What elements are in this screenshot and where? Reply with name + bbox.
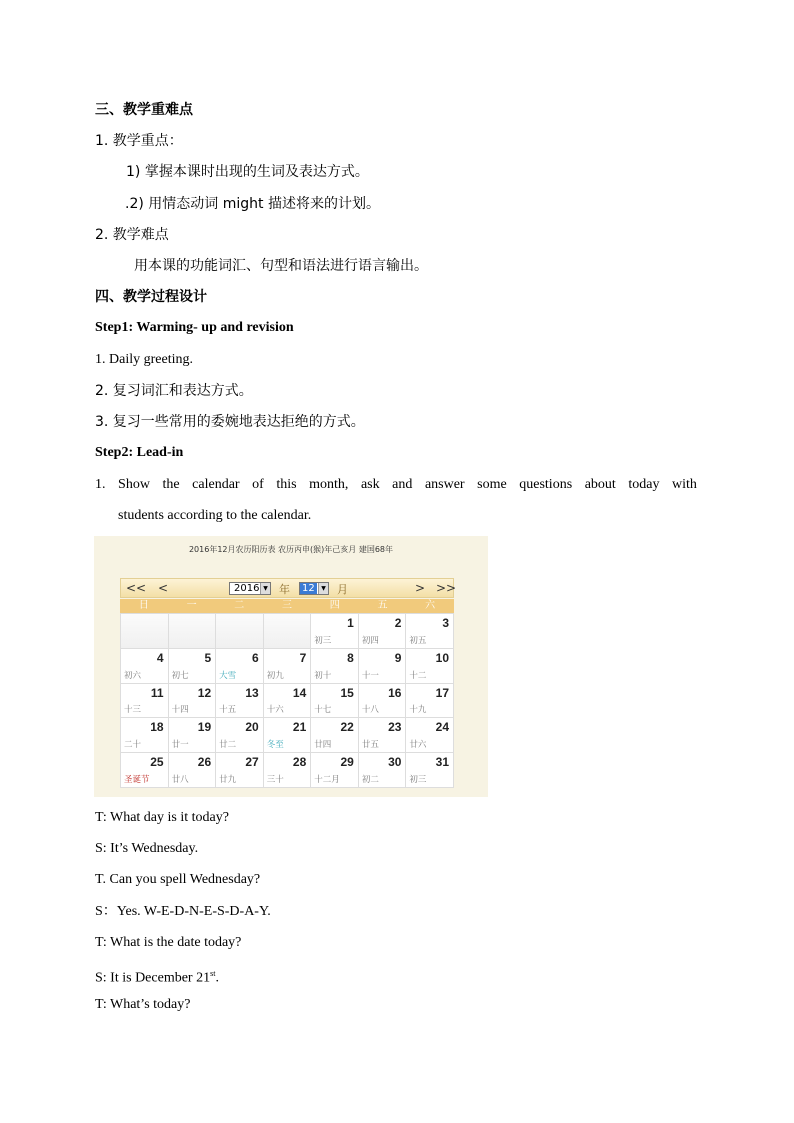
dialogue-line: S: It’s Wednesday. (95, 841, 199, 856)
word: Show (118, 477, 150, 492)
weekday-label: 日 (138, 600, 149, 611)
list-item: 3. 复习一些常用的委婉地表达拒绝的方式。 (95, 414, 365, 430)
day-number: 18 (150, 720, 164, 735)
calendar-day-cell[interactable] (359, 753, 407, 788)
day-number: 31 (435, 755, 449, 770)
lunar-date: 廿六 (409, 740, 427, 751)
dialogue-line (95, 964, 219, 989)
weekday-header (120, 599, 454, 613)
word: ask (360, 477, 380, 492)
dialogue-line: S：Yes. W-E-D-N-E-S-D-A-Y. (95, 904, 271, 919)
weekday-label: 二 (234, 600, 245, 611)
day-number: 15 (340, 685, 354, 700)
calendar-day-cell[interactable] (359, 614, 407, 649)
next-month-button[interactable]: > (415, 581, 426, 595)
day-number: 26 (197, 755, 212, 770)
lunar-date: 十七 (314, 705, 332, 716)
calendar-day-cell[interactable] (169, 684, 217, 719)
lunar-date: 初五 (409, 635, 427, 646)
day-number: 11 (150, 685, 164, 700)
list-item: 1. Daily greeting. (95, 352, 193, 367)
day-number: 17 (435, 685, 449, 700)
day-number: 2 (394, 616, 402, 630)
day-number: 6 (252, 650, 259, 665)
word: about (584, 477, 616, 492)
day-number: 22 (340, 720, 354, 735)
calendar-day-cell[interactable] (216, 649, 264, 684)
lunar-date: 大雪 (219, 670, 237, 681)
day-number: 3 (442, 616, 449, 630)
day-number: 1 (347, 616, 354, 630)
lunar-date: 廿九 (219, 774, 237, 785)
day-number: 10 (435, 650, 449, 665)
calendar-day-cell[interactable] (216, 753, 264, 788)
day-number: 7 (299, 650, 307, 665)
weekday-label: 五 (377, 600, 388, 611)
lunar-date: 廿二 (219, 740, 237, 751)
day-number: 5 (204, 650, 212, 665)
calendar-day-cell[interactable] (216, 718, 264, 753)
lunar-date: 廿一 (171, 740, 189, 751)
word: answer (424, 477, 465, 492)
lunar-date: 初九 (266, 670, 284, 681)
year-value: 2016 (234, 583, 260, 594)
calendar-day-cell[interactable] (264, 649, 312, 684)
day-number: 14 (292, 685, 307, 700)
month-select[interactable] (299, 582, 329, 595)
lunar-date: 廿四 (314, 740, 332, 751)
dialogue-line: T: What day is it today? (95, 810, 229, 825)
day-number: 30 (388, 755, 402, 770)
weekday-label: 四 (329, 600, 340, 611)
day-number: 9 (394, 650, 402, 665)
lunar-date: 初四 (361, 635, 379, 646)
calendar-day-cell[interactable] (169, 753, 217, 788)
section-heading-3: 三、教学重难点 (95, 102, 193, 118)
day-number: 28 (292, 755, 307, 770)
weekday-label: 三 (282, 600, 293, 611)
word: today (628, 477, 660, 492)
month-value: 12 (302, 583, 315, 594)
calendar-day-cell[interactable] (406, 649, 454, 684)
calendar-cell-empty (121, 614, 169, 649)
lunar-date: 廿五 (361, 740, 379, 751)
lunar-date: 初三 (409, 774, 427, 785)
list-item: 2. 复习词汇和表达方式。 (95, 383, 253, 399)
calendar-day-cell[interactable] (121, 649, 169, 684)
day-number: 19 (197, 720, 212, 735)
day-number: 21 (292, 720, 307, 735)
calendar-day-cell[interactable] (406, 753, 454, 788)
day-number: 29 (340, 755, 354, 770)
lunar-date: 十二 (409, 670, 427, 681)
lunar-date: 十一 (361, 670, 379, 681)
calendar-day-cell[interactable] (264, 684, 312, 719)
calendar-day-cell[interactable] (121, 684, 169, 719)
day-number: 8 (347, 650, 354, 665)
weekday-label: 六 (425, 600, 436, 611)
word: with (672, 477, 697, 492)
dialogue-line: T. Can you spell Wednesday? (95, 872, 261, 887)
lunar-date: 圣诞节 (124, 774, 150, 785)
word: this (276, 477, 297, 492)
day-number: 12 (197, 685, 212, 700)
calendar-day-cell[interactable] (169, 718, 217, 753)
lunar-date: 十三 (124, 705, 142, 716)
day-number: 24 (435, 720, 449, 735)
calendar-day-cell[interactable] (359, 684, 407, 719)
calendar-day-cell[interactable] (311, 649, 359, 684)
section-heading-4: 四、教学过程设计 (95, 289, 207, 305)
list-item: 2. 教学难点 (95, 227, 169, 243)
day-number: 25 (150, 755, 164, 770)
lunar-date: 十九 (409, 705, 427, 716)
lunar-date: 十四 (171, 705, 189, 716)
dialogue-punct: . (215, 970, 219, 986)
calendar-day-cell[interactable] (216, 684, 264, 719)
list-item (95, 475, 697, 495)
prev-year-button[interactable]: << (126, 581, 147, 595)
calendar-grid (120, 613, 454, 788)
list-item: 1) 掌握本课时出现的生词及表达方式。 (126, 164, 369, 180)
word: of (252, 477, 264, 492)
calendar-day-cell[interactable] (311, 753, 359, 788)
lunar-date: 初七 (171, 670, 189, 681)
list-item: 1. 教学重点： (95, 133, 183, 149)
lunar-date: 初二 (361, 774, 379, 785)
calendar-day-cell[interactable] (311, 614, 359, 649)
chevron-down-icon: ▼ (318, 583, 328, 594)
weekday-label: 一 (186, 600, 197, 611)
calendar-day-cell[interactable] (406, 614, 454, 649)
calendar-cell-empty (216, 614, 264, 649)
calendar-day-cell[interactable] (121, 753, 169, 788)
word: questions (519, 477, 573, 492)
word: month, (309, 477, 349, 492)
dialogue-line: T: What’s today? (95, 997, 191, 1012)
word: some (477, 477, 507, 492)
calendar-day-cell[interactable] (264, 753, 312, 788)
month-label: 月 (337, 583, 348, 596)
calendar-day-cell[interactable] (311, 684, 359, 719)
lunar-date: 冬至 (266, 740, 284, 751)
dialogue-line: T: What is the date today? (95, 935, 242, 950)
calendar-title: 2016年12月农历阳历表 农历丙申(猴)年己亥月 建国68年 (188, 545, 394, 554)
day-number: 20 (245, 720, 259, 735)
step-heading: Step1: Warming- up and revision (95, 320, 294, 335)
calendar-nav-bar (120, 578, 457, 598)
list-item: .2) 用情态动词 might 描述将来的计划。 (125, 196, 380, 212)
next-year-button[interactable]: >> (436, 581, 457, 595)
lunar-date: 十二月 (314, 774, 340, 785)
year-select[interactable] (229, 582, 271, 595)
calendar-day-cell[interactable] (169, 649, 217, 684)
prev-month-button[interactable]: < (158, 581, 169, 595)
day-number: 16 (388, 685, 402, 700)
paragraph: 用本课的功能词汇、句型和语法进行语言输出。 (134, 258, 428, 274)
lunar-date: 十六 (266, 705, 284, 716)
year-label: 年 (279, 583, 290, 596)
lunar-date: 初十 (314, 670, 332, 681)
calendar-day-cell[interactable] (406, 718, 454, 753)
day-number: 4 (156, 650, 164, 665)
lunar-date: 十八 (361, 705, 379, 716)
lunar-date: 三十 (266, 774, 284, 785)
day-number: 27 (245, 755, 259, 770)
lunar-date: 廿八 (171, 774, 189, 785)
word: and (392, 477, 413, 492)
calendar-day-cell[interactable] (359, 718, 407, 753)
chevron-down-icon: ▼ (260, 583, 270, 594)
word: 1. (95, 477, 106, 492)
paragraph: students according to the calendar. (118, 508, 312, 523)
dialogue-text: S: It is December 21 (95, 970, 211, 986)
lunar-date: 二十 (124, 740, 142, 751)
lunar-date: 十五 (219, 705, 237, 716)
calendar-cell-empty (264, 614, 312, 649)
calendar-day-cell[interactable] (264, 718, 312, 753)
lunar-date: 初三 (314, 635, 332, 646)
calendar-day-cell[interactable] (359, 649, 407, 684)
step-heading: Step2: Lead-in (95, 445, 184, 460)
ordinal-suffix: st (210, 969, 216, 978)
day-number: 13 (245, 685, 259, 700)
word: the (162, 477, 180, 492)
word: calendar (192, 477, 240, 492)
lunar-date: 初六 (124, 670, 142, 681)
calendar-day-cell[interactable] (311, 718, 359, 753)
calendar-day-cell[interactable] (406, 684, 454, 719)
day-number: 23 (388, 720, 402, 735)
calendar-day-cell[interactable] (121, 718, 169, 753)
calendar-cell-empty (169, 614, 217, 649)
